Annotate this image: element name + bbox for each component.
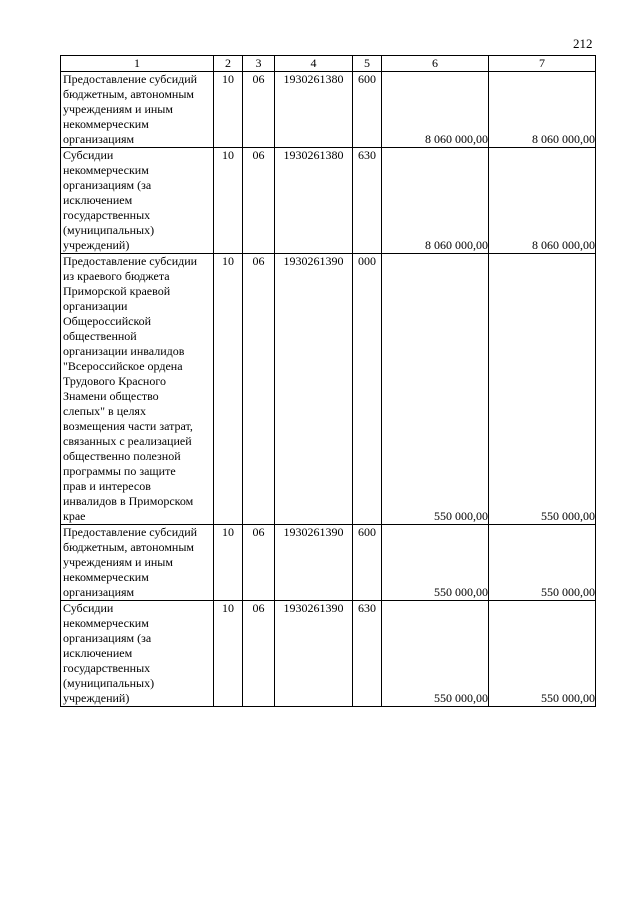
expense-description: Субсидии некоммерческим организациям (за исключением государственных (муниципальных) учреждений): [61, 601, 214, 707]
expense-type-code: 630: [353, 601, 382, 707]
target-article-code: 1930261390: [275, 601, 353, 707]
page-number: 212: [573, 36, 593, 51]
subsection-code: 06: [243, 525, 275, 601]
table-row: [61, 148, 596, 254]
subsection-code: 06: [243, 254, 275, 525]
amount-column-6: 8 060 000,00: [382, 148, 489, 254]
expense-type-code: 600: [353, 72, 382, 148]
expense-description: Предоставление субсидий бюджетным, автономным учреждениям и иным некоммерческим организациям: [61, 72, 214, 148]
column-header: 3: [243, 56, 275, 72]
amount-column-6: 8 060 000,00: [382, 72, 489, 148]
table-row: [61, 72, 596, 148]
target-article-code: 1930261380: [275, 72, 353, 148]
amount-column-7: 550 000,00: [489, 254, 596, 525]
column-header: 6: [382, 56, 489, 72]
subsection-code: 06: [243, 601, 275, 707]
section-code: 10: [214, 148, 243, 254]
subsection-code: 06: [243, 72, 275, 148]
amount-column-7: 8 060 000,00: [489, 72, 596, 148]
expense-type-code: 630: [353, 148, 382, 254]
expense-description: Предоставление субсидий бюджетным, автономным учреждениям и иным некоммерческим организациям: [61, 525, 214, 601]
section-code: 10: [214, 525, 243, 601]
amount-column-6: 550 000,00: [382, 601, 489, 707]
expense-description: Предоставление субсидии из краевого бюджета Приморской краевой организации Общероссийской общественной организации инвалидов "Всероссийское ордена Трудового Красного Знамени общество слепых" в целях возмещения части затрат, связанных с реализацией общественно полезной программы по защите прав и интересов инвалидов в Приморском крае: [61, 254, 214, 525]
column-header: 4: [275, 56, 353, 72]
table-row: [61, 601, 596, 707]
subsection-code: 06: [243, 148, 275, 254]
table-header-row: [61, 56, 596, 72]
column-header: 2: [214, 56, 243, 72]
expense-type-code: 600: [353, 525, 382, 601]
table-row: [61, 254, 596, 525]
amount-column-6: 550 000,00: [382, 254, 489, 525]
section-code: 10: [214, 601, 243, 707]
amount-column-7: 8 060 000,00: [489, 148, 596, 254]
budget-table: [60, 55, 596, 707]
expense-type-code: 000: [353, 254, 382, 525]
section-code: 10: [214, 254, 243, 525]
table-row: [61, 525, 596, 601]
target-article-code: 1930261380: [275, 148, 353, 254]
amount-column-7: 550 000,00: [489, 525, 596, 601]
amount-column-7: 550 000,00: [489, 601, 596, 707]
column-header: 5: [353, 56, 382, 72]
amount-column-6: 550 000,00: [382, 525, 489, 601]
column-header: 1: [61, 56, 214, 72]
target-article-code: 1930261390: [275, 525, 353, 601]
expense-description: Субсидии некоммерческим организациям (за исключением государственных (муниципальных) учреждений): [61, 148, 214, 254]
column-header: 7: [489, 56, 596, 72]
section-code: 10: [214, 72, 243, 148]
target-article-code: 1930261390: [275, 254, 353, 525]
